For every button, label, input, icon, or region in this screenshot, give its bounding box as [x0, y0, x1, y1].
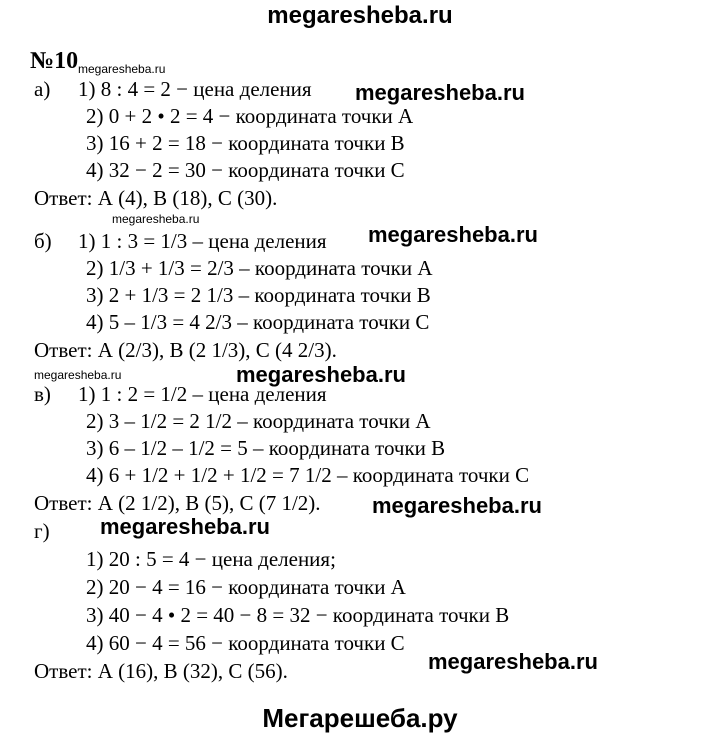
- step-a-2: 2) 0 + 2 • 2 = 4 − координата точки А: [86, 104, 414, 128]
- part-label-b: б): [34, 229, 52, 253]
- watermark-big: megaresheba.ru: [236, 362, 406, 387]
- site-footer: Мегарешеба.ру: [262, 703, 458, 733]
- step-b-4: 4) 5 – 1/3 = 4 2/3 – координата точки С: [86, 310, 430, 334]
- problem-number: №10: [30, 48, 79, 74]
- step-b-3: 3) 2 + 1/3 = 2 1/3 – координата точки В: [86, 283, 431, 307]
- watermark-big: megaresheba.ru: [355, 80, 525, 105]
- answer-g: Ответ: А (16), В (32), С (56).: [34, 659, 288, 683]
- step-a-3: 3) 16 + 2 = 18 − координата точки В: [86, 131, 405, 155]
- step-g-3: 3) 40 − 4 • 2 = 40 − 8 = 32 − координата точки В: [86, 603, 510, 627]
- part-label-v: в): [34, 382, 51, 406]
- watermark-small: megaresheba.ru: [112, 212, 200, 226]
- part-label-g: г): [34, 519, 50, 543]
- step-v-4: 4) 6 + 1/2 + 1/2 + 1/2 = 7 1/2 – координата точки С: [86, 463, 530, 487]
- step-b-1: 1) 1 : 3 = 1/3 – цена деления: [78, 229, 327, 253]
- part-label-a: а): [34, 77, 51, 101]
- watermark-big: megaresheba.ru: [372, 493, 542, 518]
- watermark-small: megaresheba.ru: [34, 368, 122, 382]
- step-v-1: 1) 1 : 2 = 1/2 – цена деления: [78, 382, 327, 406]
- step-g-4: 4) 60 − 4 = 56 − координата точки С: [86, 631, 405, 655]
- watermark-big: megaresheba.ru: [100, 514, 270, 539]
- step-v-2: 2) 3 – 1/2 = 2 1/2 – координата точки А: [86, 409, 431, 433]
- answer-a: Ответ: А (4), В (18), С (30).: [34, 186, 278, 210]
- step-a-4: 4) 32 − 2 = 30 − координата точки С: [86, 158, 405, 182]
- watermark-big: megaresheba.ru: [428, 649, 598, 674]
- watermark-small: megaresheba.ru: [78, 62, 166, 76]
- step-b-2: 2) 1/3 + 1/3 = 2/3 – координата точки А: [86, 256, 433, 280]
- answer-b: Ответ: А (2/3), В (2 1/3), С (4 2/3).: [34, 338, 337, 362]
- step-a-1: 1) 8 : 4 = 2 − цена деления: [78, 77, 312, 101]
- step-v-3: 3) 6 – 1/2 – 1/2 = 5 – координата точки В: [86, 436, 446, 460]
- step-g-1: 1) 20 : 5 = 4 − цена деления;: [86, 547, 336, 571]
- site-header: megaresheba.ru: [267, 2, 453, 29]
- watermark-big: megaresheba.ru: [368, 222, 538, 247]
- answer-v: Ответ: А (2 1/2), В (5), С (7 1/2).: [34, 491, 321, 515]
- step-g-2: 2) 20 − 4 = 16 − координата точки А: [86, 575, 406, 599]
